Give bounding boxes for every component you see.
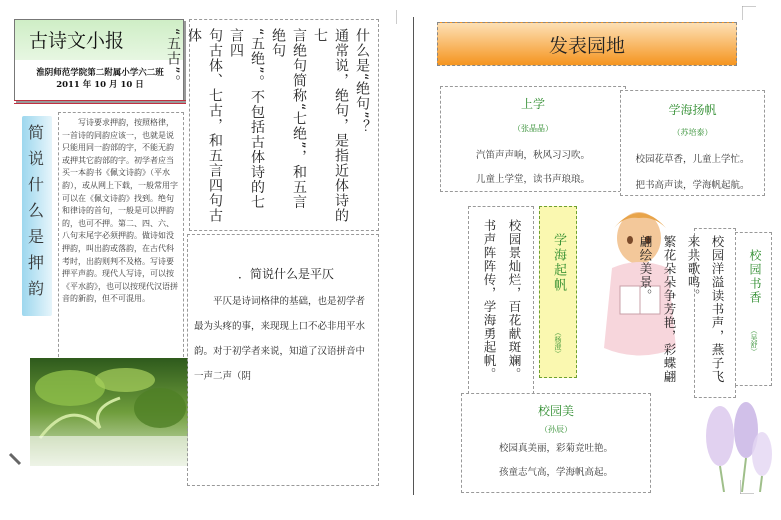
newspaper-title: 古诗文小报	[29, 30, 125, 52]
poem-title: 学海起帆	[551, 233, 566, 293]
issue-date: 2011 年 10 月 10 日	[56, 80, 144, 90]
poem-xuehai-qifan-text	[468, 206, 534, 394]
poem-author: （吴舒）	[750, 327, 758, 355]
poem-line: 把书高声读，学海帆起航。	[635, 180, 750, 191]
poem-line: 书声阵阵传，学海勇起帆。	[482, 219, 497, 381]
lavender-illustration	[700, 396, 775, 492]
poem-card-xiaoyuanmei	[461, 393, 651, 493]
poem-line: 校园真美丽，彩菊竞吐艳。	[498, 443, 613, 454]
poem-line: 繁花朵朵争芳艳，彩蝶翩翩绘美景。	[638, 235, 677, 384]
banner-band	[437, 22, 737, 66]
poem-xiaoyuan-shuxiang-text	[638, 228, 736, 398]
jueju-article-text	[162, 28, 372, 224]
school-name: 淮阴师范学院第二附属小学六二班	[36, 68, 164, 78]
poem-title: 上学	[520, 97, 545, 111]
plant-photo	[30, 358, 188, 466]
poem-author: （杨澄）	[554, 329, 562, 357]
poem-xiaoyuan-shuxiang-title-box	[735, 232, 772, 386]
pingze-article-body: 平仄是诗词格律的基础，也是初学者最为头疼的事，来现现上口不必非用平水韵。对于初学者来说，知道了汉语拼音中一声二声（阴	[194, 296, 366, 382]
banner	[437, 22, 737, 68]
poem-title: 校园美	[537, 404, 574, 418]
poem-title: 学海扬帆	[668, 103, 717, 117]
poem-line: 汽笛声声响，秋风习习吹。	[475, 150, 590, 161]
jueju-line: “五古”。	[165, 28, 181, 90]
poem-title: 校园书香	[748, 249, 762, 305]
rhyme-article-body: 写诗要求押韵，按照格律，一首诗的同韵应该一，也就是说只能用同一韵部的字，不能无韵或押其它韵部的字。初学者应当买一本韵书《佩文诗韵》（平水韵），或从网上下载，一般常用字可以在《佩文诗韵》找到。绝句和律诗的首句，一般是可以押韵的，也可不押。第二、四、六、八句末尾字必须押韵。做诗如没押韵，叫出韵或落韵，在古代科考时，出韵则判不及格。写诗要押平声韵。现代人写诗，可以按《平水韵》，也可以按现代汉语拼音的新韵，但不可混用。	[62, 118, 178, 304]
jueju-article	[165, 19, 379, 231]
jueju-line: “五绝”。不包括古体诗的七言四	[228, 28, 265, 210]
poem-xuehai-qifan-title-box	[539, 206, 577, 378]
pingze-article	[187, 234, 379, 486]
masthead	[14, 19, 184, 101]
jueju-line: 言绝句简称“七绝”，和五言绝句	[270, 28, 307, 210]
poem-line: 校园洋溢读书声，燕子飞来共歌鸣。	[686, 235, 725, 384]
poem-line: 儿童上学堂，读书声琅琅。	[475, 174, 590, 185]
masthead-rule	[14, 100, 186, 104]
page-divider	[413, 17, 414, 495]
pencil-icon	[8, 452, 22, 466]
poem-author: （孙辰）	[540, 425, 572, 434]
crop-mark-icon	[740, 480, 754, 494]
crop-mark-icon	[742, 6, 756, 20]
rhyme-heading-box	[22, 116, 52, 316]
jueju-line: 什么是“绝句”？	[354, 28, 370, 135]
poem-card-xuehai-yangfan	[620, 90, 765, 196]
poem-author: （张晶晶）	[513, 124, 553, 133]
rhyme-heading: 简说什么是押韵	[27, 123, 46, 298]
jueju-line: 通常说，绝句，是指近体诗的七	[312, 28, 349, 223]
jueju-line: 句古体、七古，和五言四句古体	[186, 28, 223, 223]
poem-author: （苏培泰）	[672, 128, 713, 137]
poem-card-shangxue	[440, 86, 626, 192]
crop-mark-icon	[396, 10, 410, 24]
pingze-heading: ．简说什么是平仄	[238, 267, 335, 281]
poem-line: 校园景灿烂，百花献斑斓。	[507, 219, 522, 381]
poem-line: 校园花草香，儿童上学忙。	[635, 154, 750, 165]
banner-title: 发表园地	[548, 35, 625, 57]
poem-line: 孩童志气高，学海帆高起。	[498, 467, 613, 478]
